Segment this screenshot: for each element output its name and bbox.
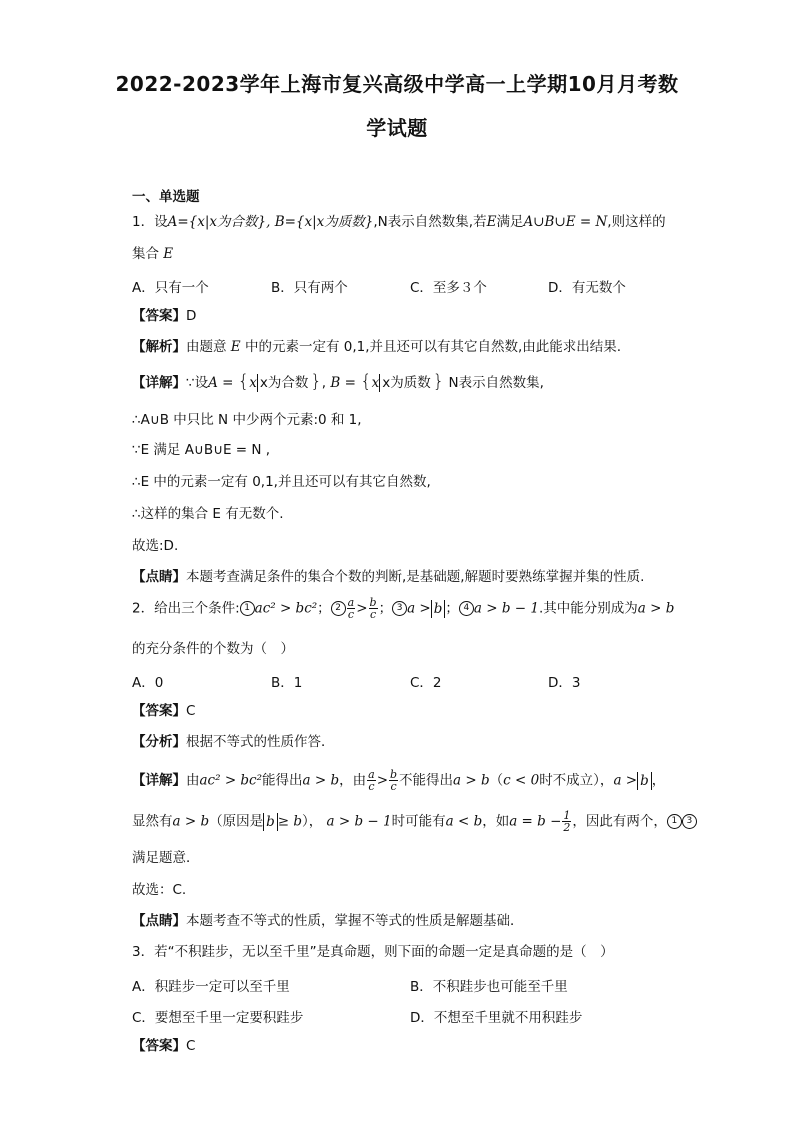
q1-note: 【点睛】本题考查满足条件的集合个数的判断,是基础题,解题时要熟练掌握并集的性质. bbox=[132, 569, 645, 585]
q2-detail-line-3: 满足题意． bbox=[132, 850, 200, 866]
q2-option-b: B．1 bbox=[271, 675, 303, 691]
section-heading: 一、单选题 bbox=[132, 189, 200, 205]
page-title-line-1: 2022-2023学年上海市复兴高级中学高一上学期10月月考数 bbox=[115, 72, 679, 96]
q1-detail: 【详解】∵设A = {x x为合数 }, B = {x x为质数 } N表示自然数集, bbox=[132, 371, 544, 392]
q1-detail-line-5: ∴这样的集合 E 有无数个. bbox=[132, 506, 284, 522]
q1-option-b: B．只有两个 bbox=[271, 280, 348, 296]
q1-analysis: 【解析】由题意 E 中的元素一定有 0,1,并且还可以有其它自然数,由此能求出结果. bbox=[132, 339, 622, 355]
q1-detail-line-3: ∵E 满足 A∪B∪E = N , bbox=[132, 442, 271, 458]
q1-option-a: A．只有一个 bbox=[132, 280, 209, 296]
q3-option-c: C．要想至千里一定要积跬步 bbox=[132, 1010, 304, 1026]
q1-detail-line-2: ∴A∪B 中只比 N 中少两个元素:0 和 1, bbox=[132, 412, 362, 428]
q3-option-a: A．积跬步一定可以至千里 bbox=[132, 979, 290, 995]
q2-detail-line-2: 显然有a > b（原因是 b ≥ b）， a > b − 1时可能有a < b，如a = b − $\frac{1}{2}$ ，因此有两个， 1 3 bbox=[132, 810, 697, 833]
q2-stem-2: 的充分条件的个数为（ ） bbox=[132, 641, 294, 657]
q1-stem-2: 集合 E bbox=[132, 246, 174, 262]
q1-detail-line-6: 故选:D. bbox=[132, 538, 179, 554]
q1-option-c: C．至多３个 bbox=[410, 280, 487, 296]
q2-note: 【点睛】本题考查不等式的性质，掌握不等式的性质是解题基础． bbox=[132, 913, 524, 929]
q1-option-d: D．有无数个 bbox=[548, 280, 626, 296]
q3-stem: 3．若“不积跬步，无以至千里”是真命题，则下面的命题一定是真命题的是（ ） bbox=[132, 944, 614, 960]
q1-answer: 【答案】D bbox=[132, 308, 197, 324]
q2-detail: 【详解】由ac² > bc²能得出a > b，由 $\frac{a}{c}$ > $\frac{b}{c}$ 不能得出a > b（c < 0时不成立），a > b ， bbox=[132, 768, 666, 793]
q2-answer: 【答案】C bbox=[132, 703, 196, 719]
q2-analysis: 【分析】根据不等式的性质作答． bbox=[132, 734, 335, 750]
q2-option-a: A．0 bbox=[132, 675, 164, 691]
q3-answer: 【答案】C bbox=[132, 1038, 196, 1054]
page-title-line-2: 学试题 bbox=[366, 116, 428, 140]
q2-option-c: C．2 bbox=[410, 675, 442, 691]
q3-option-b: B．不积跬步也可能至千里 bbox=[410, 979, 568, 995]
q2-stem: 2．给出三个条件: 1 ac² > bc²； 2 $\frac{a}{c}$ > $\frac{b}{c}$ ； 3 a > b ； 4 a > b − 1.其中能分别成为a > b bbox=[132, 596, 675, 621]
q2-detail-line-4: 故选：C. bbox=[132, 882, 187, 898]
q1-detail-line-4: ∴E 中的元素一定有 0,1,并且还可以有其它自然数, bbox=[132, 474, 431, 490]
q1-stem: 1．设A={x|x为合数}, B={x|x为质数},N表示自然数集,若E满足A∪B∪E = N,则这样的 bbox=[132, 214, 666, 230]
q2-option-d: D．3 bbox=[548, 675, 581, 691]
q3-option-d: D．不想至千里就不用积跬步 bbox=[410, 1010, 583, 1026]
